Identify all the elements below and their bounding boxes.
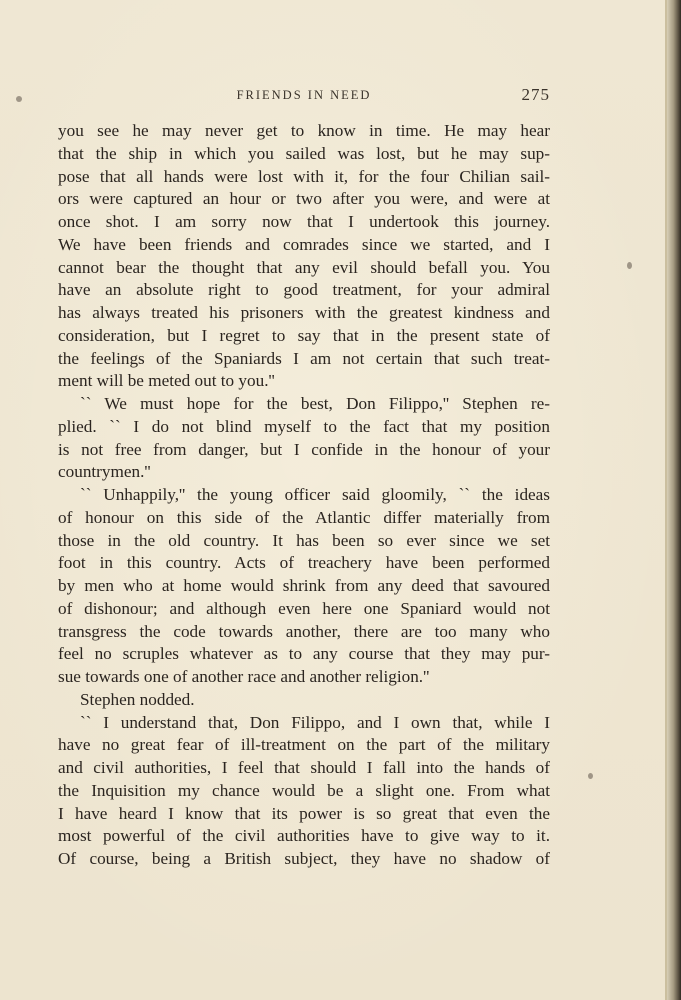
text-line: of dishonour; and although even here one Spaniard would not [58, 598, 550, 618]
text-line: those in the old country. It has been so ever since we set [58, 530, 550, 550]
paper-speck [588, 773, 593, 779]
text-line: and civil authorities, I feel that should I fall into the hands of [58, 758, 550, 777]
text-line: that the ship in which you sailed was lost, but he may sup- [58, 143, 550, 163]
page-edge-shadow [667, 0, 681, 1000]
page-number: 275 [521, 85, 550, 104]
text-line: sue towards one of another race and another religion.'' [58, 667, 430, 686]
text-line: feel no scruples whatever as to any course that they may pur- [58, 644, 550, 664]
text-line: have no great fear of ill-treatment on the part of the military [58, 735, 550, 755]
text-line: We have been friends and comrades since we started, and I [58, 234, 550, 254]
text-line: I have heard I know that its power is so great that even the [58, 803, 550, 823]
body-text [58, 120, 550, 871]
text-line: transgress the code towards another, there are too many who [58, 621, 550, 641]
paper-speck [627, 262, 632, 269]
text-line: Of course, being a British subject, they have no shadow of [58, 849, 550, 868]
text-line: you see he may never get to know in time. He may hear [58, 121, 550, 140]
text-line: cannot bear the thought that any evil should befall you. You [58, 257, 550, 277]
text-line: `` We must hope for the best, Don Filippo,'' Stephen re- [80, 394, 550, 413]
paper-speck [16, 96, 22, 102]
running-head: FRIENDS IN NEED [236, 88, 372, 102]
text-line: the Inquisition my chance would be a slight one. From what [58, 780, 550, 800]
text-line: countrymen.'' [58, 462, 151, 482]
text-line: have an absolute right to good treatment, for your admiral [58, 280, 550, 300]
text-line: foot in this country. Acts of treachery have been performed [58, 553, 550, 573]
text-line: ors were captured an hour or two after you were, and were at [58, 189, 550, 209]
text-line: most powerful of the civil authorities have to give way to it. [58, 826, 550, 846]
text-line: is not free from danger, but I confide in the honour of your [58, 439, 550, 459]
text-line: `` I understand that, Don Filippo, and I own that, while I [80, 712, 550, 732]
text-line: of honour on this side of the Atlantic differ materially from [58, 507, 550, 527]
text-line: ment will be meted out to you.'' [58, 371, 275, 391]
text-line: Stephen nodded. [80, 689, 195, 709]
text-line: the feelings of the Spaniards I am not certain that such treat- [58, 348, 550, 368]
text-line: pose that all hands were lost with it, for the four Chilian sail- [58, 166, 550, 186]
text-line: plied. `` I do not blind myself to the fact that my position [58, 416, 550, 436]
text-line: consideration, but I regret to say that in the present state of [58, 325, 550, 345]
text-line: `` Unhappily,'' the young officer said gloomily, `` the ideas [80, 485, 550, 504]
text-line: once shot. I am sorry now that I undertook this journey. [58, 212, 550, 231]
text-line: has always treated his prisoners with the greatest kindness and [58, 303, 550, 322]
page-header [58, 85, 550, 109]
text-line: by men who at home would shrink from any deed that savoured [58, 576, 550, 595]
